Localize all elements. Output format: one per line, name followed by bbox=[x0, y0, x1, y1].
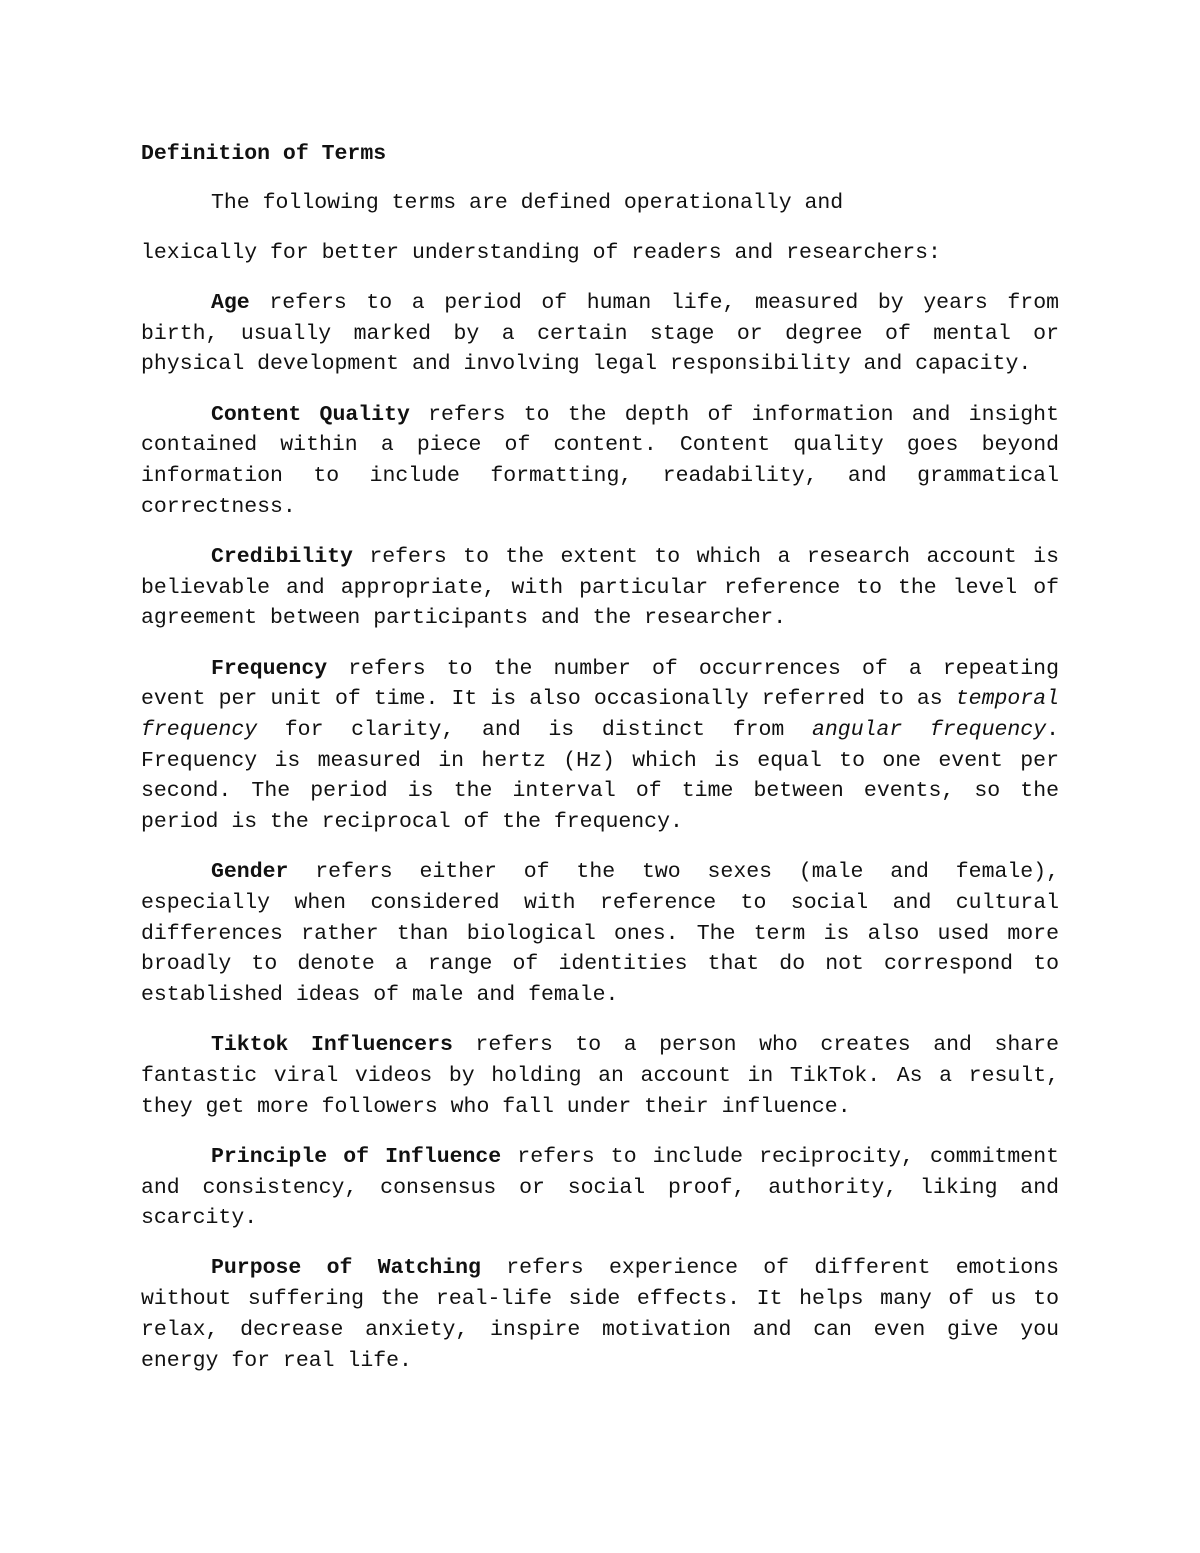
term-definition: refers to include reciprocity, commitment and consistency, consensus or social proof, authority, liking and scarcity. bbox=[141, 1144, 1059, 1231]
term-paragraph-frequency bbox=[141, 654, 1059, 838]
term-paragraph-credibility bbox=[141, 542, 1059, 634]
term-name: Principle of Influence bbox=[211, 1144, 502, 1169]
term-definition: refers experience of different emotions without suffering the real-life side effects. It helps many of us to relax, decrease anxiety, inspire motivation and can even give you energy for real life. bbox=[141, 1256, 1059, 1373]
term-definition: refers either of the two sexes (male and female), especially when considered with reference to social and cultural differences rather than biological ones. The term is also used more broadly to denote a range of identities that do not correspond to established ideas of male and female. bbox=[141, 860, 1059, 1008]
term-name: Age bbox=[211, 291, 250, 315]
term-definition-part-2: for clarity, and is distinct from bbox=[257, 717, 812, 742]
term-paragraph-content-quality bbox=[141, 400, 1059, 523]
term-name: Tiktok Influencers bbox=[211, 1033, 453, 1058]
intro-line-2: lexically for better understanding of readers and researchers: bbox=[141, 241, 941, 265]
term-name: Credibility bbox=[211, 544, 353, 569]
term-name: Frequency bbox=[211, 656, 328, 681]
term-definition: refers to a period of human life, measured by years from birth, usually marked by a certain stage or degree of mental or physical development and involving legal responsibility and capacity. bbox=[141, 291, 1059, 377]
term-name: Gender bbox=[211, 860, 289, 885]
term-name: Purpose of Watching bbox=[211, 1256, 481, 1281]
term-name: Content Quality bbox=[211, 402, 410, 427]
term-definition: refers to the extent to which a research account is believable and appropriate, with particular reference to the level of agreement between participants and the researcher. bbox=[141, 544, 1059, 631]
term-definition: refers to a person who creates and share fantastic viral videos by holding an account in TikTok. As a result, they get more followers who fall under their influence. bbox=[141, 1033, 1059, 1119]
section-heading: Definition of Terms bbox=[141, 142, 387, 166]
term-definition-part-3: . Frequency is measured in hertz (Hz) which is equal to one event per second. The period is the interval of time between events, so the period is the reciprocal of the frequency. bbox=[141, 717, 1059, 835]
term-paragraph-principle-of-influence bbox=[141, 1142, 1059, 1234]
term-definition-part-1: refers to the number of occurrences of a repeating event per unit of time. It is also occasionally referred to as bbox=[141, 656, 1059, 712]
document-body bbox=[141, 139, 1059, 1396]
term-italic-temporal-frequency: temporal frequency bbox=[141, 687, 1059, 742]
term-paragraph-tiktok-influencers bbox=[141, 1030, 1059, 1122]
intro-line-1: The following terms are defined operationally and bbox=[211, 191, 844, 215]
term-paragraph-purpose-of-watching bbox=[141, 1253, 1059, 1376]
term-definition: refers to the depth of information and insight contained within a piece of content. Content quality goes beyond information to include formatting, readability, and grammatical correctness. bbox=[141, 402, 1059, 519]
term-italic-angular-frequency: angular frequency bbox=[812, 717, 1047, 742]
term-paragraph-gender bbox=[141, 857, 1059, 1011]
term-paragraph-age bbox=[141, 288, 1059, 380]
